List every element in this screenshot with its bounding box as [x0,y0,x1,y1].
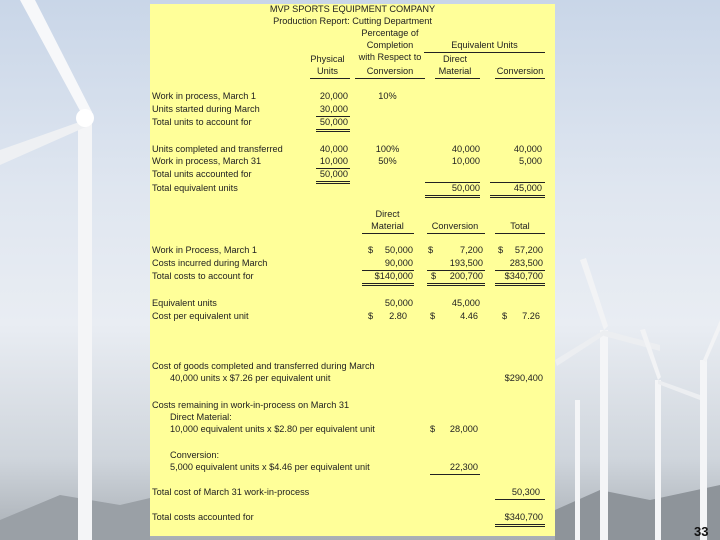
dm-value: 50,000 [451,183,480,193]
cost-row-label: Equivalent units [152,298,217,308]
pct-value: 100% [375,144,400,154]
conv-cost: 7,200 [460,245,483,255]
cost-row-label: Work in Process, March 1 [152,245,258,255]
dm-cost-per-eu: 2.80 [389,311,407,321]
remaining-dm-label: Direct Material: [170,412,232,422]
total-accounted-label: Total costs accounted for [152,512,254,522]
cost-conv-header: Conversion [431,221,479,231]
physical-value: 50,000 [319,169,348,179]
total-cost: 57,200 [514,245,543,255]
cost-row-label: Costs incurred during March [152,258,268,268]
remaining-conv-calc: 5,000 equivalent units x $4.46 per equivalent unit [170,462,370,472]
physical-value: 50,000 [319,117,348,127]
row-label: Total units to account for [152,117,252,127]
remaining-conv-amount: 22,300 [449,462,478,472]
row-label: Work in process, March 1 [152,91,256,101]
conv-value: 45,000 [513,183,542,193]
dm-eu: 50,000 [384,298,413,308]
dollar-sign: $ [430,311,436,321]
dollar-sign: $ [368,245,374,255]
row-label: Total equivalent units [152,183,238,193]
cost-dm-header-1: Direct [375,209,400,219]
dollar-sign: $ [368,311,374,321]
total-accounted-amount: $340,700 [504,512,543,522]
row-label: Units started during March [152,104,260,114]
physical-value: 10,000 [319,156,348,166]
production-report-sheet [150,4,555,536]
slide-page-number: 33 [694,524,709,539]
row-label: Units completed and transferred [152,144,283,154]
total-wip-label: Total cost of March 31 work-in-process [152,487,310,497]
row-label: Work in process, March 31 [152,156,262,166]
dm-cost: $140,000 [374,271,413,281]
remaining-header: Costs remaining in work-in-process on March 31 [152,400,350,410]
cost-dm-header-2: Material [371,221,404,231]
physical-value: 40,000 [319,144,348,154]
physical-value: 20,000 [319,91,348,101]
cost-row-label: Total costs to account for [152,271,254,281]
conv-cost: 200,700 [449,271,483,281]
cogs-line-2: 40,000 units x $7.26 per equivalent unit [170,373,331,383]
dm-header-2: Material [438,66,472,76]
total-cost: $340,700 [504,271,543,281]
dm-value: 10,000 [451,156,480,166]
remaining-dm-calc: 10,000 equivalent units x $2.80 per equivalent unit [170,424,375,434]
remaining-conv-label: Conversion: [170,450,220,460]
dollar-sign: $ [502,311,508,321]
pct-header-2: Completion [366,40,414,50]
equivalent-units-header: Equivalent Units [451,40,518,50]
total-wip-amount: 50,300 [511,487,540,497]
cogs-line-1: Cost of goods completed and transferred during March [152,361,375,371]
cost-total-header: Total [510,221,530,231]
conv-eu: 45,000 [451,298,480,308]
total-cost-per-eu: 7.26 [522,311,540,321]
conversion-header: Conversion [496,66,544,76]
dollar-sign: $ [431,271,437,281]
pct-header-1: Percentage of [361,28,419,38]
dollar-sign: $ [430,424,436,434]
conv-value: 5,000 [519,156,542,166]
pct-header-4: Conversion [366,66,414,76]
row-label: Total units accounted for [152,169,252,179]
pct-value: 10% [378,91,397,101]
conv-value: 40,000 [513,144,542,154]
physical-header-1: Physical [310,54,345,64]
conv-cost-per-eu: 4.46 [460,311,478,321]
physical-header-2: Units [317,66,338,76]
pct-header-3: with Respect to [358,52,422,62]
dollar-sign: $ [498,245,504,255]
physical-value: 30,000 [319,104,348,114]
remaining-dm-amount: 28,000 [449,424,478,434]
cogs-amount: $290,400 [504,373,543,383]
dm-header-1: Direct [443,54,467,64]
cost-row-label: Cost per equivalent unit [152,311,249,321]
company-name: MVP SPORTS EQUIPMENT COMPANY [269,4,436,14]
dm-cost: 50,000 [384,245,413,255]
dollar-sign: $ [428,245,434,255]
conv-cost: 193,500 [449,258,483,268]
dm-value: 40,000 [451,144,480,154]
report-title: Production Report: Cutting Department [273,16,432,26]
dm-cost: 90,000 [384,258,413,268]
total-cost: 283,500 [509,258,543,268]
pct-value: 50% [378,156,397,166]
